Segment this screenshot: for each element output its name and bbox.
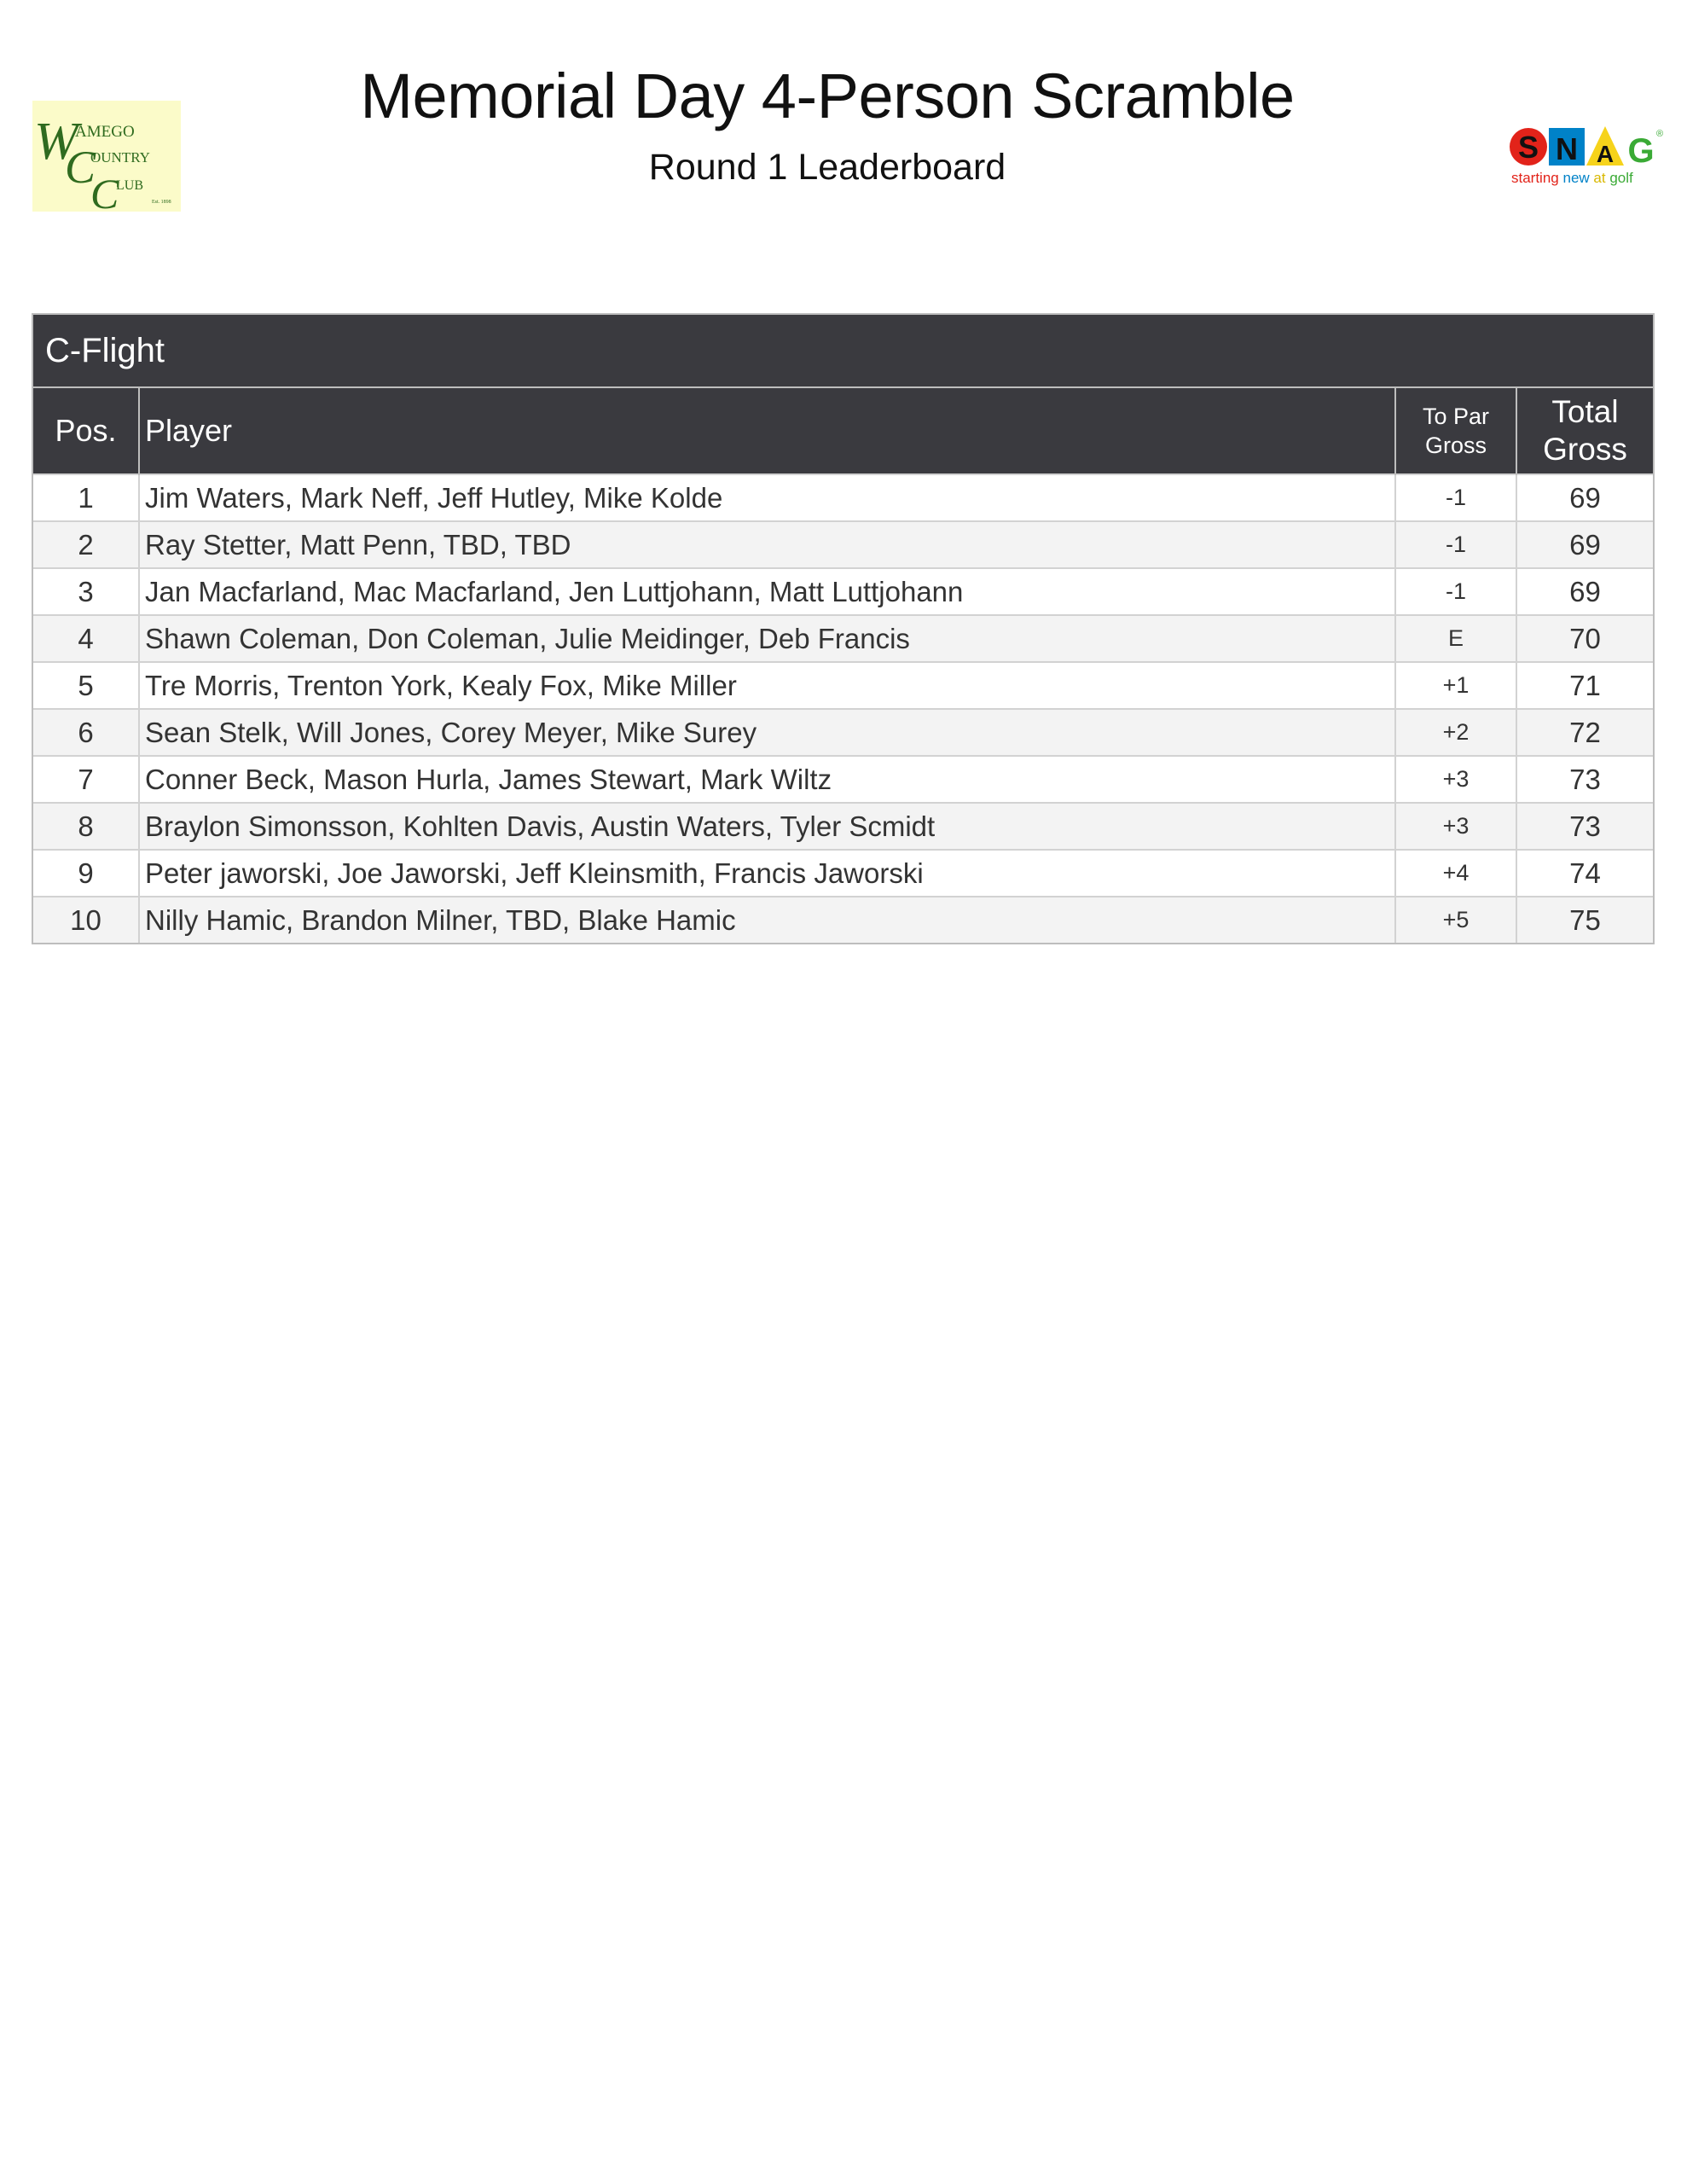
logo-word-lub: LUB <box>116 178 143 193</box>
row-player: Nilly Hamic, Brandon Milner, TBD, Blake Hamic <box>139 897 1395 943</box>
row-pos: 10 <box>33 897 139 943</box>
page-title: Memorial Day 4-Person Scramble <box>360 61 1295 131</box>
table-row <box>33 756 1653 803</box>
row-total: 73 <box>1516 803 1653 850</box>
row-pos: 2 <box>33 521 139 568</box>
column-header-player: Player <box>139 388 1395 474</box>
snag-letter-a: A <box>1596 141 1615 167</box>
table-row <box>33 850 1653 897</box>
row-total: 75 <box>1516 897 1653 943</box>
row-to-par: -1 <box>1395 521 1516 568</box>
page-subtitle: Round 1 Leaderboard <box>648 147 1006 188</box>
row-total: 70 <box>1516 615 1653 662</box>
logo-letter-c1: C <box>65 142 96 193</box>
row-pos: 1 <box>33 474 139 521</box>
row-pos: 4 <box>33 615 139 662</box>
row-total: 71 <box>1516 662 1653 709</box>
logo-word-ountry: OUNTRY <box>90 149 150 166</box>
row-player: Sean Stelk, Will Jones, Corey Meyer, Mike Surey <box>139 709 1395 756</box>
column-header-pos: Pos. <box>33 388 139 474</box>
table-row <box>33 709 1653 756</box>
snag-tagline: starting new at golf <box>1511 170 1633 186</box>
row-total: 69 <box>1516 568 1653 615</box>
leaderboard <box>32 313 1655 944</box>
row-pos: 5 <box>33 662 139 709</box>
column-header-total-gross: Total Gross <box>1516 388 1653 474</box>
snag-letter-g: G <box>1627 132 1655 170</box>
row-to-par: +3 <box>1395 756 1516 803</box>
row-pos: 3 <box>33 568 139 615</box>
logo-word-amego: AMEGO <box>75 123 135 141</box>
row-total: 74 <box>1516 850 1653 897</box>
wamego-country-club-logo-icon <box>32 101 181 218</box>
row-total: 72 <box>1516 709 1653 756</box>
row-to-par: -1 <box>1395 568 1516 615</box>
row-to-par: +2 <box>1395 709 1516 756</box>
table-row <box>33 615 1653 662</box>
row-pos: 7 <box>33 756 139 803</box>
table-row <box>33 897 1653 943</box>
row-to-par: -1 <box>1395 474 1516 521</box>
table-header-row <box>33 388 1653 474</box>
table-row <box>33 662 1653 709</box>
row-player: Peter jaworski, Joe Jaworski, Jeff Kleinsmith, Francis Jaworski <box>139 850 1395 897</box>
snag-registered-mark: ® <box>1656 129 1664 139</box>
row-player: Tre Morris, Trenton York, Kealy Fox, Mike Miller <box>139 662 1395 709</box>
row-to-par: +4 <box>1395 850 1516 897</box>
row-to-par: +1 <box>1395 662 1516 709</box>
row-player: Braylon Simonsson, Kohlten Davis, Austin Waters, Tyler Scmidt <box>139 803 1395 850</box>
leaderboard-table <box>33 388 1653 943</box>
row-total: 69 <box>1516 474 1653 521</box>
row-to-par: E <box>1395 615 1516 662</box>
snag-letter-s: S <box>1517 130 1539 165</box>
logo-letter-w: W <box>34 113 78 171</box>
row-total: 69 <box>1516 521 1653 568</box>
table-row <box>33 521 1653 568</box>
row-to-par: +3 <box>1395 803 1516 850</box>
snag-golf-logo-icon <box>1508 119 1664 196</box>
row-to-par: +5 <box>1395 897 1516 943</box>
snag-letter-n: N <box>1556 131 1578 166</box>
row-player: Jan Macfarland, Mac Macfarland, Jen Luttjohann, Matt Luttjohann <box>139 568 1395 615</box>
row-player: Ray Stetter, Matt Penn, TBD, TBD <box>139 521 1395 568</box>
row-player: Jim Waters, Mark Neff, Jeff Hutley, Mike Kolde <box>139 474 1395 521</box>
column-header-to-par-gross: To Par Gross <box>1395 388 1516 474</box>
flight-title: C-Flight <box>33 315 1653 388</box>
table-row <box>33 474 1653 521</box>
table-row <box>33 568 1653 615</box>
row-pos: 9 <box>33 850 139 897</box>
table-row <box>33 803 1653 850</box>
row-player: Shawn Coleman, Don Coleman, Julie Meidinger, Deb Francis <box>139 615 1395 662</box>
row-player: Conner Beck, Mason Hurla, James Stewart, Mark Wiltz <box>139 756 1395 803</box>
row-pos: 8 <box>33 803 139 850</box>
logo-letter-c2: C <box>90 170 119 218</box>
logo-established: Est. 1898 <box>152 200 171 205</box>
row-total: 73 <box>1516 756 1653 803</box>
row-pos: 6 <box>33 709 139 756</box>
